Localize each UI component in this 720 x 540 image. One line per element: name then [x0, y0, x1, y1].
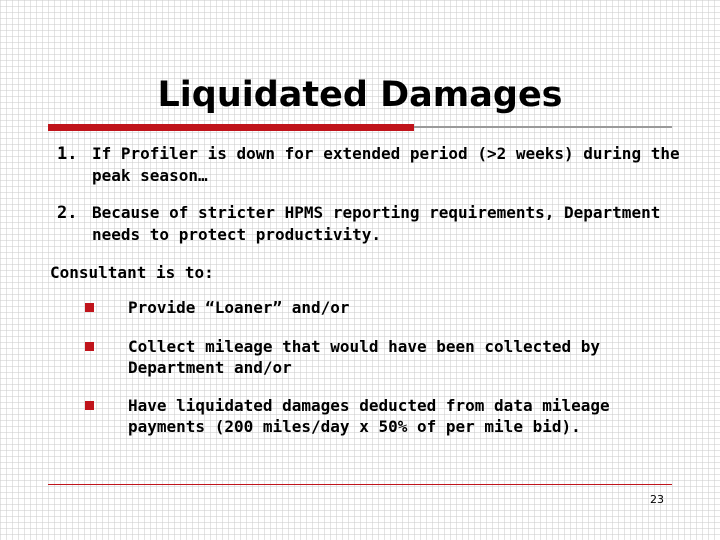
bullet-text: Provide “Loaner” and/or — [128, 298, 350, 317]
bullet-text: Collect mileage that would have been collected by Department and/or — [128, 337, 601, 377]
title-underline-gray — [414, 126, 672, 128]
square-bullet-icon — [85, 401, 94, 410]
square-bullet-icon — [85, 303, 94, 312]
bullet-item — [85, 395, 685, 437]
item-text: If Profiler is down for extended period (>2 weeks) during the peak season… — [92, 144, 680, 185]
bullet-text: Have liquidated damages deducted from data mileage payments (200 miles/day x 50% of per mile bid). — [128, 396, 610, 436]
title-underline-red — [48, 124, 414, 131]
page-number: 23 — [650, 493, 664, 506]
footer-rule — [48, 484, 672, 485]
bullet-item — [85, 336, 685, 378]
numbered-item — [57, 202, 697, 246]
title-underline — [48, 124, 672, 132]
item-number: 1. — [57, 144, 78, 164]
numbered-item — [57, 143, 697, 187]
square-bullet-icon — [85, 342, 94, 351]
item-text: Because of stricter HPMS reporting requirements, Department needs to protect productivity. — [92, 203, 661, 244]
subheading: Consultant is to: — [50, 263, 214, 282]
item-number: 2. — [57, 203, 78, 223]
bullet-item — [85, 297, 685, 318]
slide-title: Liquidated Damages — [157, 75, 563, 115]
